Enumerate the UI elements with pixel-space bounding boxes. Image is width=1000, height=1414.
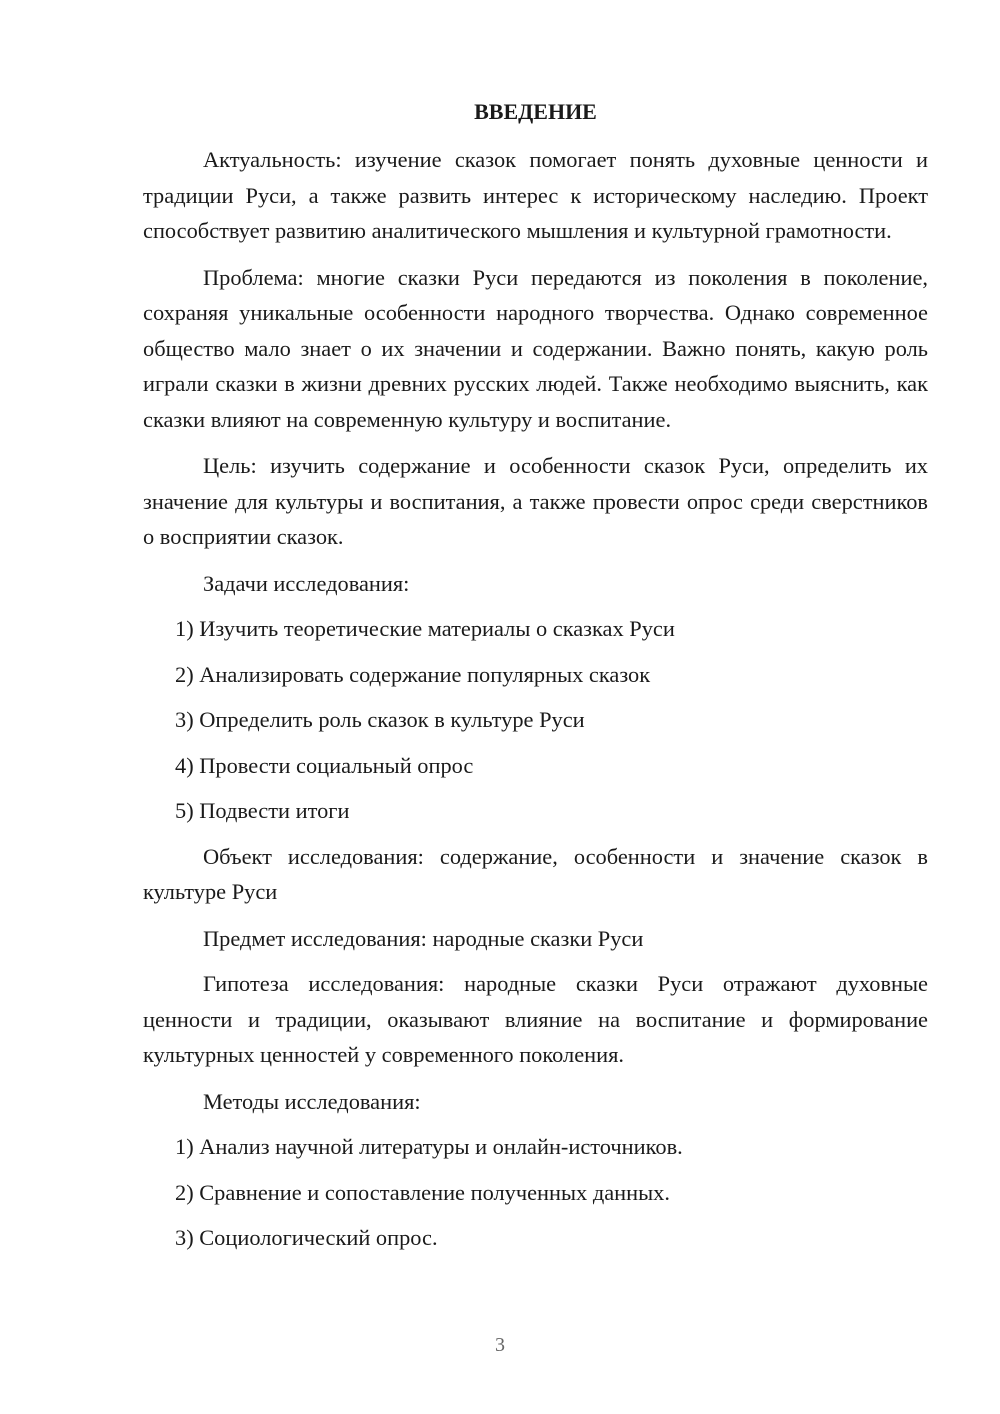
- methods-list: [143, 1129, 928, 1256]
- task-item: 5) Подвести итоги: [175, 798, 350, 823]
- section-body: [143, 142, 928, 1266]
- task-item: 3) Определить роль сказок в культуре Руси: [175, 707, 585, 732]
- object-paragraph: Объект исследования: содержание, особенности и значение сказок в культуре Руси: [143, 843, 928, 904]
- method-item: 2) Сравнение и сопоставление полученных данных.: [175, 1179, 670, 1205]
- goal-paragraph: Цель: изучить содержание и особенности сказок Руси, определить их значение для культуры и воспитания, а также провести опрос среди сверстников о восприятии сказок.: [143, 453, 928, 549]
- task-item: 2) Анализировать содержание популярных сказок: [175, 661, 651, 687]
- tasks-list: [143, 611, 928, 829]
- hypothesis-paragraph: Гипотеза исследования: народные сказки Руси отражают духовные ценности и традиции, оказывают влияние на воспитание и формирование культурных ценностей у современного поколения.: [143, 971, 928, 1067]
- relevance-paragraph: Актуальность: изучение сказок помогает понять духовные ценности и традиции Руси, а также развить интерес к историческому наследию. Проект способствует развитию аналитического мышления и культурной грамотности.: [143, 147, 928, 243]
- methods-heading: Методы исследования:: [203, 1088, 421, 1114]
- task-item: 4) Провести социальный опрос: [175, 752, 474, 778]
- problem-paragraph: Проблема: многие сказки Руси передаются из поколения в поколение, сохраняя уникальные особенности народного творчества. Однако современное общество мало знает о их значении и содержании. Важно понять, какую роль играли сказки в жизни древних русских людей. Также необходимо выяснить, как сказки влияют на современную культуру и воспитание.: [143, 264, 928, 432]
- task-item: 1) Изучить теоретические материалы о сказках Руси: [175, 616, 675, 641]
- method-item: 1) Анализ научной литературы и онлайн-источников.: [175, 1134, 683, 1159]
- page-number: 3: [495, 1334, 505, 1356]
- subject-paragraph: Предмет исследования: народные сказки Руси: [203, 925, 644, 951]
- section-title: ВВЕДЕНИЕ: [474, 99, 597, 124]
- tasks-heading: Задачи исследования:: [203, 570, 410, 596]
- method-item: 3) Социологический опрос.: [175, 1225, 438, 1250]
